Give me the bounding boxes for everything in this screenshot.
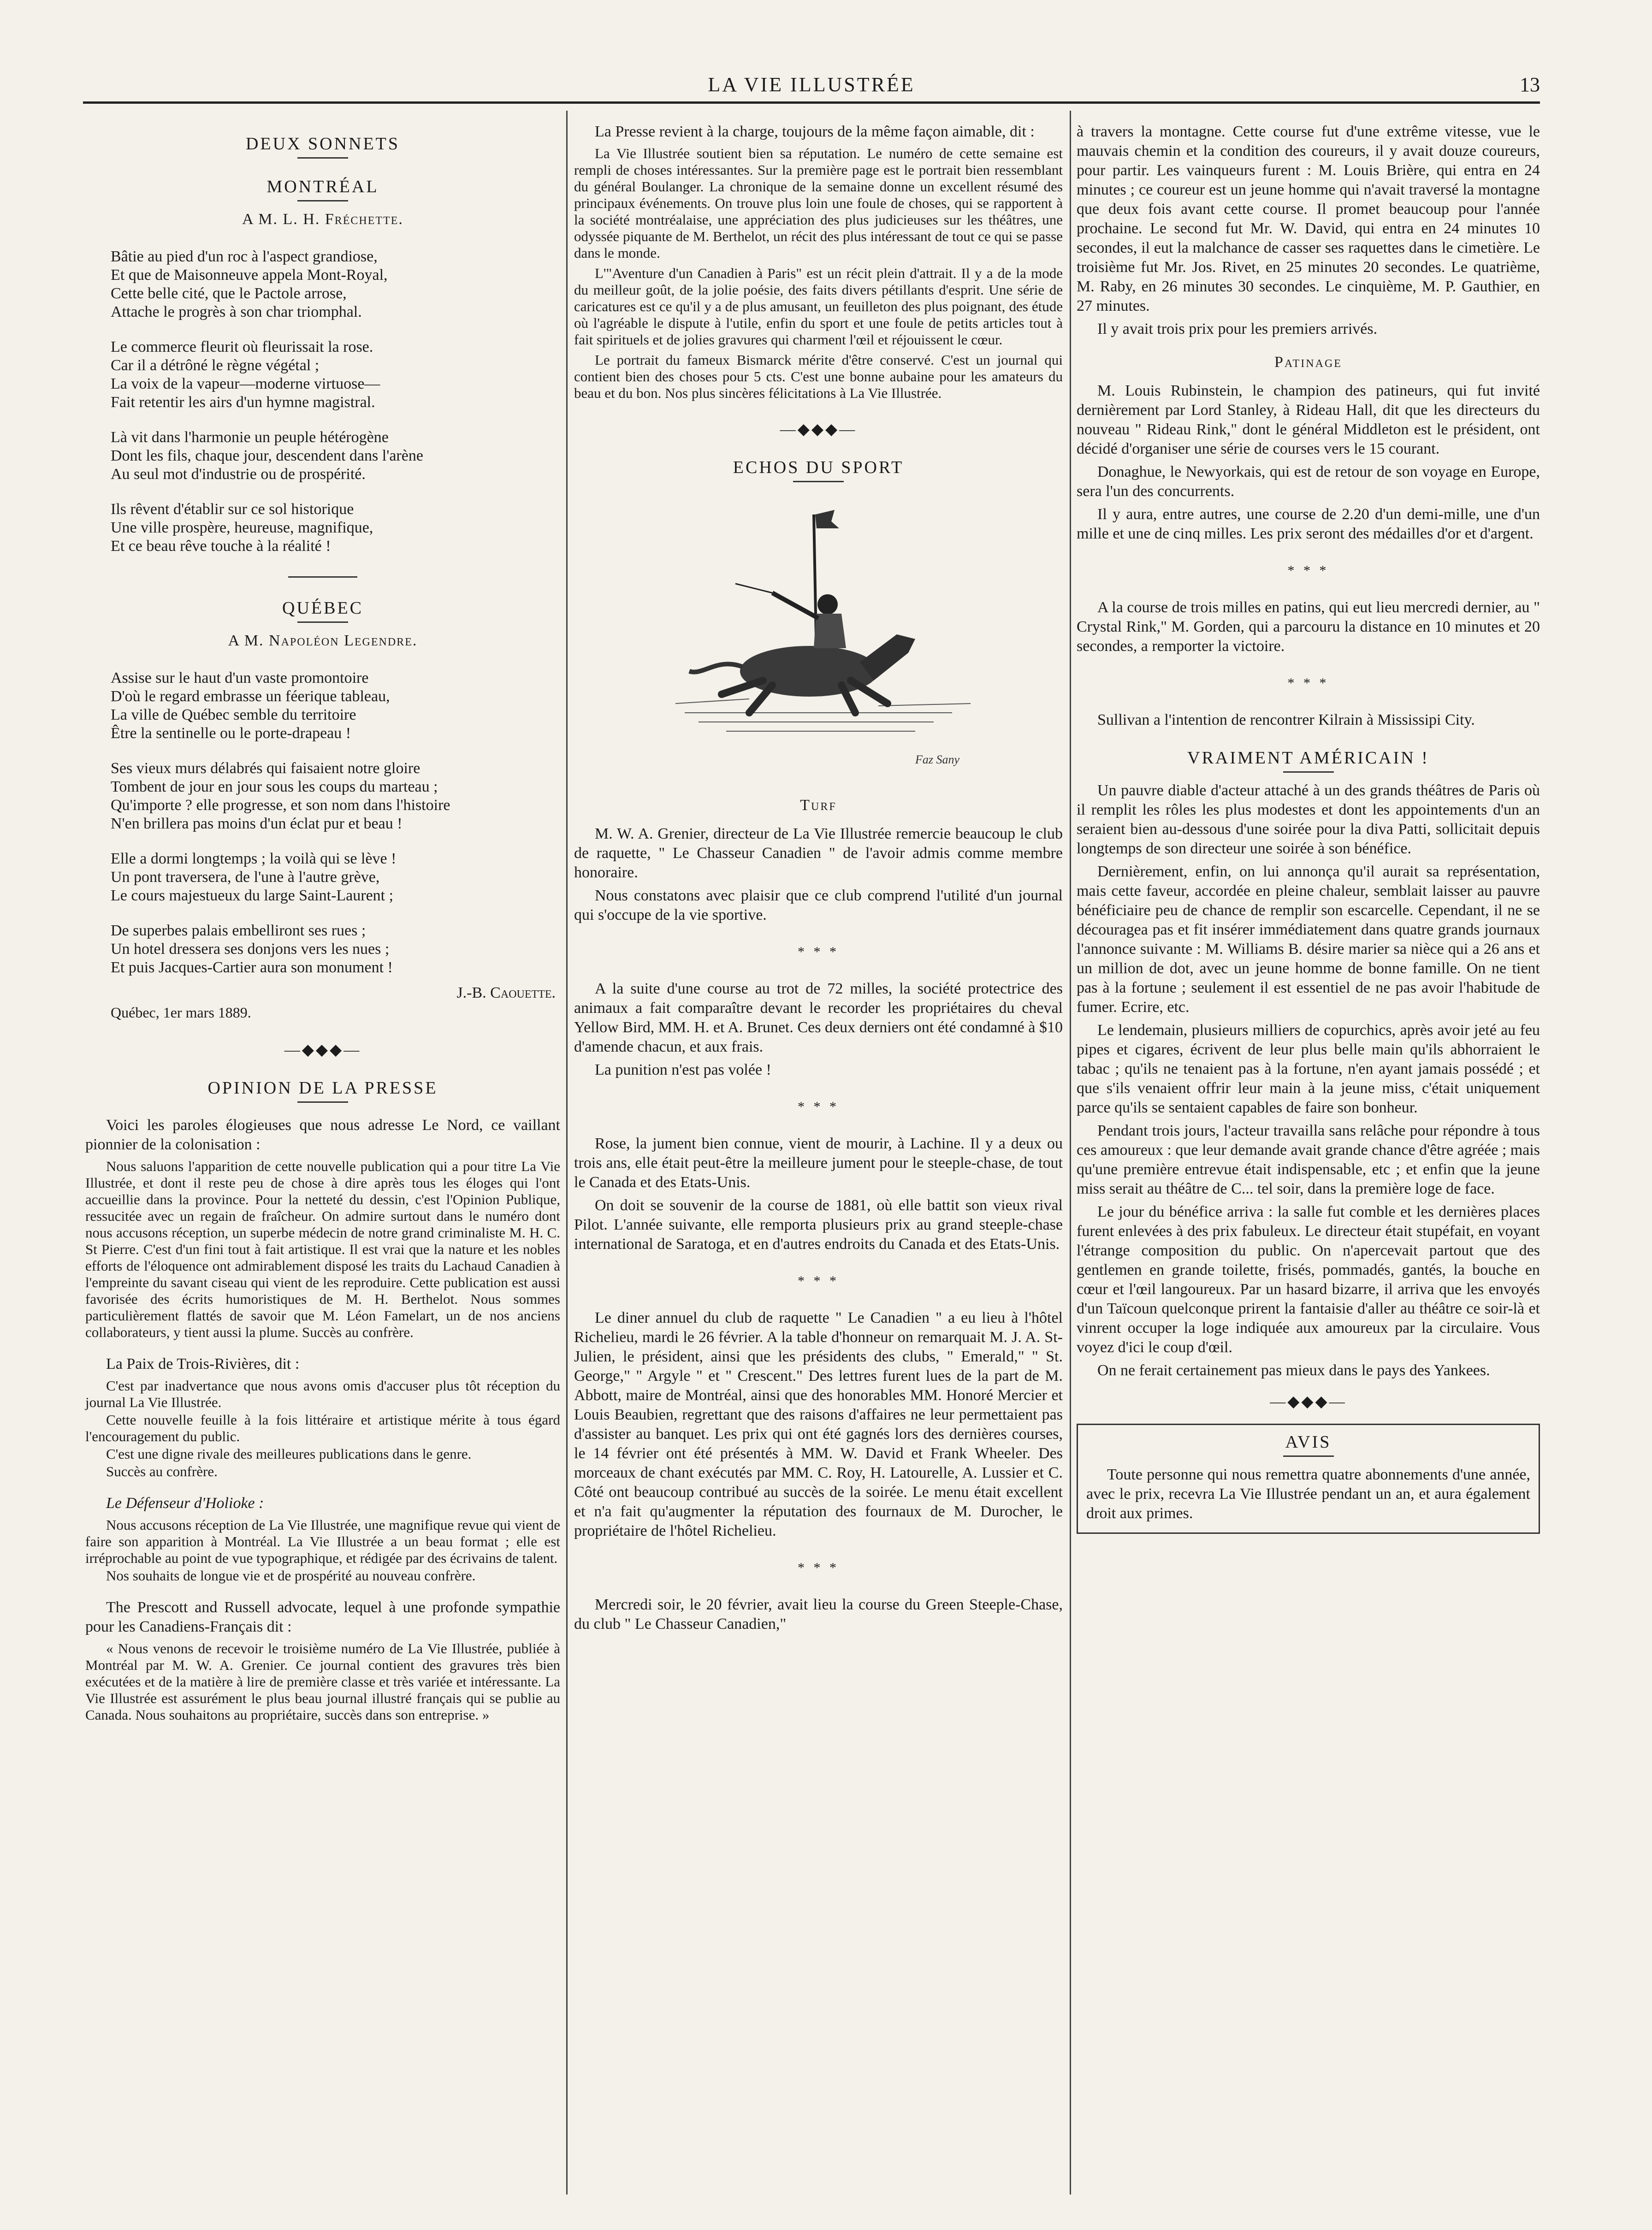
quoted-paragraph: C'est une digne rivale des meilleures publications dans le genre. xyxy=(106,1446,472,1462)
page-header xyxy=(83,69,1540,104)
paragraph: Voici les paroles élogieuses que nous adresse Le Nord, ce vaillant pionnier de la colonisation : xyxy=(85,1117,560,1153)
column-middle xyxy=(574,122,1063,1638)
paragraph: Pendant trois jours, l'acteur travailla sans relâche pour répondre à tous ces amoureux : que leur demande avait grande chance d'être agréée ; mais qu'une première entrevue était indispensable, etc ; et enfin que la jeune miss serait au théâtre de C... tel soir, dans la première loge de face. xyxy=(1077,1122,1540,1197)
paragraph: Mercredi soir, le 20 février, avait lieu la course du Green Steeple-Chase, du club " Le Chasseur Canadien," xyxy=(574,1596,1063,1633)
ornament-divider: —◆◆◆— xyxy=(1270,1393,1347,1410)
paragraph: Donaghue, le Newyorkais, qui est de retour de son voyage en Europe, sera l'un des concurrents. xyxy=(1077,463,1540,500)
poem-title-montreal: MONTRÉAL xyxy=(266,177,379,196)
column-left xyxy=(85,122,560,1727)
artist-signature: Faz Sany xyxy=(915,753,960,766)
subsection-title-patinage: Patinage xyxy=(1274,354,1342,371)
column-right xyxy=(1077,122,1540,1534)
asterism: * * * xyxy=(1287,675,1329,691)
poem-stanza: Ses vieux murs délabrés qui faisaient notre gloire Tombent de jour en jour sous les coups du marteau ; Qu'importe ? elle progresse, et son nom dans l'histoire N'en brillera pas moins d'un éclat pur et beau ! xyxy=(111,760,450,832)
paragraph: Le diner annuel du club de raquette " Le Canadien " a eu lieu à l'hôtel Richelieu, mardi le 26 février. A la table d'honneur on remarquait M. J. A. St-Julien, le président, ainsi que les présidents des clubs, " Emerald," " St. George," " Argyle " et " Crescent." Des lettres furent lues de la part de M. Abbott, maire de Montréal, ainsi que des honorables MM. Honoré Mercier et Louis Beaubien, regrettant que des raisons d'affaires ne leur permettaient pas d'assister au banquet. Les prix qui ont été gagnés lors des dernières courses, le 14 février ont été présentés à MM. W. David et Frank Wheeler. Des morceaux de chant exécutés par MM. C. Roy, H. Latourelle, A. Lussier et C. Côté ont beaucoup contribué au succès de la soirée. Le menu était excellent et n'a fait qu'augmenter la réputation des fournaux de M. Durocher, le propriétaire de l'hôtel Richelieu. xyxy=(574,1309,1063,1539)
section-title-sonnets: DEUX SONNETS xyxy=(245,134,400,154)
title-rule xyxy=(297,200,348,201)
paragraph: A la suite d'une course au trot de 72 milles, la société protectrice des animaux a fait comparaître devant le recorder les propriétaires du cheval Yellow Bird, MM. H. et A. Brunet. Ces deux derniers ont été condamné à $10 d'amende chacun, et aux frais. xyxy=(574,980,1063,1055)
newspaper-title: LA VIE ILLUSTRÉE xyxy=(708,73,915,96)
ornament-divider: —◆◆◆— xyxy=(284,1041,361,1059)
quoted-paragraph: Nous accusons réception de La Vie Illustrée, une magnifique revue qui vient de faire son apparition à Montréal. La Vie Illustrée a un beau format ; elle est irréprochable au point de vue typographique, et rédigée par des écrivains de talent. xyxy=(85,1517,560,1566)
poem-dedication: A M. L. H. Fréchette. xyxy=(242,211,403,228)
section-divider xyxy=(288,576,357,578)
section-title-americain: VRAIMENT AMÉRICAIN ! xyxy=(1187,748,1429,768)
quoted-paragraph: L'"Aventure d'un Canadien à Paris" est un récit plein d'attrait. Il y a de la mode du meilleur goût, de la jolie poésie, des faits divers pétillants d'esprit. Une série de caricatures est ce qu'il y a de plus amusant, un feuilleton des plus poignant, des étude où l'agréable le dispute à l'utile, enfin du sport et une foule de petits articles tout à fait spirituels et de jolies gravures qui charment l'œil et réjouissent le cœur. xyxy=(574,265,1063,348)
jockey-illustration xyxy=(657,496,980,782)
paragraph: La punition n'est pas volée ! xyxy=(595,1061,771,1078)
paragraph: La Presse revient à la charge, toujours de la même façon aimable, dit : xyxy=(595,123,1035,140)
title-rule xyxy=(793,481,844,482)
asterism: * * * xyxy=(798,1273,839,1289)
quoted-paragraph: Nos souhaits de longue vie et de prospérité au nouveau confrère. xyxy=(106,1568,476,1584)
paragraph: à travers la montagne. Cette course fut d'une extrême vitesse, vue le mauvais chemin et la condition des coureurs, il y avait douze coureurs, pour partir. Les vainqueurs furent : M. Louis Brière, qui entra en 24 minutes ; ce coureur est un jeune homme qui n'avait traversé la montagne que deux fois avant cette course. Il promet beaucoup pour l'année prochaine. Le second fut Mr. W. David, qui entra en 24 minutes 10 secondes, il eut la malchance de casser ses raquettes dans le cimetière. Le troisième fut Mr. Jos. Rivet, en 25 minutes 20 secondes. Le quatrième, M. Raby, en 26 minutes 30 secondes. Le cinquième, M. P. Gauthier, en 27 minutes. xyxy=(1077,123,1540,314)
quoted-paragraph: Nous saluons l'apparition de cette nouvelle publication qui a pour titre La Vie Illustrée, et dont il reste peu de chose à dire après tous les éloges qui l'ont accueillie dans la province. Pour la netteté du dessin, c'est l'Opinion Publique, ressucitée avec un regain de fraîcheur. On admire surtout dans le numéro dont nous accusons réception, un superbe médecin de notre grand criminaliste M. H. C. St Pierre. C'est d'un fini tout à fait artistique. Il est vrai que la nature et les nobles efforts de l'éloquence ont admirablement disposé les traits du Lachaud Canadien à l'empreinte du savant ciseau qui vient de les reproduire. Cette publication est aussi favorisée des écrits humoristiques de M. H. Berthelot. Nous sommes particulièrement flattés de savoir que M. Léon Famelart, un de nos anciens collaborateurs, y tient aussi la plume. Succès au confrère. xyxy=(85,1158,560,1340)
notice-box xyxy=(1077,1424,1540,1534)
title-rule xyxy=(1283,1455,1334,1457)
poem-stanza: Elle a dormi longtemps ; la voilà qui se lève ! Un pont traversera, de l'une à l'autre grève, Le cours majestueux du large Saint-Laurent ; xyxy=(111,850,397,904)
title-rule xyxy=(297,157,348,159)
poem-stanza: Ils rêvent d'établir sur ce sol historique Une ville prospère, heureuse, magnifique, Et ce beau rêve touche à la réalité ! xyxy=(111,501,373,555)
paragraph: Le Défenseur d'Holioke : xyxy=(106,1495,264,1512)
column-rule xyxy=(566,111,568,2195)
ornament-divider: —◆◆◆— xyxy=(780,421,857,438)
paragraph: The Prescott and Russell advocate, lequel à une profonde sympathie pour les Canadiens-Français dit : xyxy=(85,1599,560,1635)
asterism: * * * xyxy=(798,944,839,959)
paragraph: On doit se souvenir de la course de 1881, où elle battit son vieux rival Pilot. L'année suivante, elle remporta plusieurs prix au grand steeple-chase international de Saratoga, et en d'autres endroits du Canada et des Etats-Unis. xyxy=(574,1197,1063,1253)
poem-stanza: De superbes palais embelliront ses rues ; Un hotel dressera ses donjons vers les nues ; Et puis Jacques-Cartier aura son monument ! xyxy=(111,922,393,976)
paragraph: Le lendemain, plusieurs milliers de copurchics, après avoir jeté au feu pipes et cigares, écrivent de leur plus belle main qu'ils abhorraient le tabac ; qu'ils ne tenaient pas à la fortune, n'en ayant jamais possédé ; et que s'ils venaient offrir leur main à la jeune miss, c'était uniquement parce qu'ils se sentaient capables de faire son bonheur. xyxy=(1077,1022,1540,1116)
subsection-title-turf: Turf xyxy=(800,797,837,814)
paragraph: M. Louis Rubinstein, le champion des patineurs, qui fut invité dernièrement par Lord Stanley, à Rideau Hall, dit que les directeurs du nouveau " Rideau Rink," dont le général Middleton est le président, ont décidé d'organiser une série de courses vers le 15 courant. xyxy=(1077,382,1540,457)
paragraph: On ne ferait certainement pas mieux dans le pays des Yankees. xyxy=(1097,1362,1490,1379)
poem-dedication: A M. Napoléon Legendre. xyxy=(228,632,418,649)
quoted-paragraph: « Nous venons de recevoir le troisième numéro de La Vie Illustrée, publiée à Montréal par M. W. A. Grenier. Ce journal contient des gravures très bien exécutées et de la matière à lire de première classe et très variée et intéressante. La Vie Illustrée est assurément le plus beau journal illustré français qui se publie au Canada. Nous souhaitons au propriétaire, succès dans son entreprise. » xyxy=(85,1640,560,1723)
paragraph: A la course de trois milles en patins, qui eut lieu mercredi dernier, au " Crystal Rink," M. Gorden, qui a parcouru la distance en 10 minutes et 20 secondes, a remporter la victoire. xyxy=(1077,599,1540,655)
place-date: Québec, 1er mars 1889. xyxy=(111,1004,251,1021)
asterism: * * * xyxy=(798,1560,839,1575)
title-rule xyxy=(1283,771,1334,773)
poem-signature: J.-B. Caouette. xyxy=(456,984,556,1001)
quoted-paragraph: Le portrait du fameux Bismarck mérite d'être conservé. C'est un journal qui contient bien des choses pour 5 cts. C'est une bonne aubaine pour les amateurs du beau et du bon. Nos plus sincères félicitations à La Vie Illustrée. xyxy=(574,352,1063,401)
notice-title: AVIS xyxy=(1285,1432,1332,1452)
paragraph: Rose, la jument bien connue, vient de mourir, à Lachine. Il y a deux ou trois ans, elle était peut-être la meilleure jument pour le steeple-chase, de tout le Canada et des Etats-Unis. xyxy=(574,1135,1063,1191)
quoted-paragraph: C'est par inadvertance que nous avons omis d'accuser plus tôt réception du journal La Vie Illustrée. xyxy=(85,1378,560,1410)
column-rule xyxy=(1070,111,1071,2195)
poem-stanza: Le commerce fleurit où fleurissait la rose. Car il a détrôné le règne végétal ; La voix de la vapeur—moderne virtuose— Fait retentir les airs d'un hymne magistral. xyxy=(111,338,380,411)
paragraph: Il y avait trois prix pour les premiers arrivés. xyxy=(1097,320,1378,337)
paragraph: Il y aura, entre autres, une course de 2.20 d'un demi-mille, une d'un mille et une de cinq milles. Les prix seront des médailles d'or et d'argent. xyxy=(1077,506,1540,542)
section-title-opinion: OPINION DE LA PRESSE xyxy=(207,1078,438,1098)
title-rule xyxy=(297,621,348,623)
paragraph: M. W. A. Grenier, directeur de La Vie Illustrée remercie beaucoup le club de raquette, " Le Chasseur Canadien " de l'avoir admis comme membre honoraire. xyxy=(574,825,1063,881)
poem-title-quebec: QUÉBEC xyxy=(282,598,363,618)
quoted-paragraph: Cette nouvelle feuille à la fois littéraire et artistique mérite à tous égard l'encouragement du public. xyxy=(85,1412,560,1444)
quoted-paragraph: Succès au confrère. xyxy=(106,1463,218,1479)
poem-stanza: Là vit dans l'harmonie un peuple hétérogène Dont les fils, chaque jour, descendent dans l'arène Au seul mot d'industrie ou de prospérité. xyxy=(111,429,423,483)
paragraph: Sullivan a l'intention de rencontrer Kilrain à Mississipi City. xyxy=(1097,711,1475,728)
asterism: * * * xyxy=(1287,563,1329,578)
asterism: * * * xyxy=(798,1099,839,1114)
notice-text: Toute personne qui nous remettra quatre abonnements d'une année, avec le prix, recevra La Vie Illustrée pendant un an, et aura également droit aux primes. xyxy=(1086,1466,1530,1522)
poem-stanza: Bâtie au pied d'un roc à l'aspect grandiose, Et que de Maisonneuve appela Mont-Royal, Cette belle cité, que le Pactole arrose, Attache le progrès à son char triomphal. xyxy=(111,248,388,320)
paragraph: Nous constatons avec plaisir que ce club comprend l'utilité d'un journal qui s'occupe de la vie sportive. xyxy=(574,887,1063,923)
paragraph: Un pauvre diable d'acteur attaché à un des grands théâtres de Paris où il remplit les rôles les plus modestes et dont les appointements d'un an seraient bien au-dessous d'une soirée pour la diva Patti, sollicitait depuis longtemps de son directeur une soirée à son bénéfice. xyxy=(1077,782,1540,857)
poem-stanza: Assise sur le haut d'un vaste promontoire D'où le regard embrasse un féerique tableau, La ville de Québec semble du territoire Être la sentinelle ou le porte-drapeau ! xyxy=(111,669,390,742)
paragraph: La Paix de Trois-Rivières, dit : xyxy=(106,1355,300,1372)
page-number: 13 xyxy=(1520,73,1540,96)
title-rule xyxy=(297,1101,348,1103)
section-title-sport: ECHOS DU SPORT xyxy=(733,458,904,477)
paragraph: Le jour du bénéfice arriva : la salle fut comble et les dernières places furent enlevées à des prix fabuleux. Le directeur était stupéfait, en voyant l'étrange composition du public. On n'apercevait partout que des gentlemen en grande toilette, frisés, pommadés, gantés, la bouche en cœur et l'œil langoureux. Par un hasard bizarre, il arriva que les envoyés d'un Taïcoun quelconque prirent la fantaisie d'aller au théâtre ce soir-là et vinrent occuper la loge indiquée aux amoureux par la circulaire. Vous voyez d'ici le coup d'œil. xyxy=(1077,1203,1540,1356)
paragraph: Dernièrement, enfin, on lui annonça qu'il aurait sa représentation, mais cette faveur, accordée en pleine chaleur, semblait laisser au pauvre bénéficiaire peu de chance de remplir son escarcelle. Cependant, il ne se découragea pas et fit insérer immédiatement dans quatre grands journaux l'annonce suivante : M. Williams B. désire marier sa nièce qui a 26 ans et un million de dot, avec un jeune homme de bonne famille. On ne tient pas à la fortune ; seulement il est essentiel de ne pas avoir l'habitude de fumer. Ecrire, etc. xyxy=(1077,863,1540,1016)
quoted-paragraph: La Vie Illustrée soutient bien sa réputation. Le numéro de cette semaine est rempli de choses intéressantes. Sur la première page est le portrait bien ressemblant du général Boulanger. La chronique de la semaine donne un excellent résumé des principaux événements. On trouve plus loin une foule de choses, qui se rapportent à la société montréalaise, une appréciation des plus judicieuses sur les théâtres, une odyssée piquante de M. Berthelot, un récit des plus intéressant de tout ce qui se passe dans le monde. xyxy=(574,145,1063,261)
